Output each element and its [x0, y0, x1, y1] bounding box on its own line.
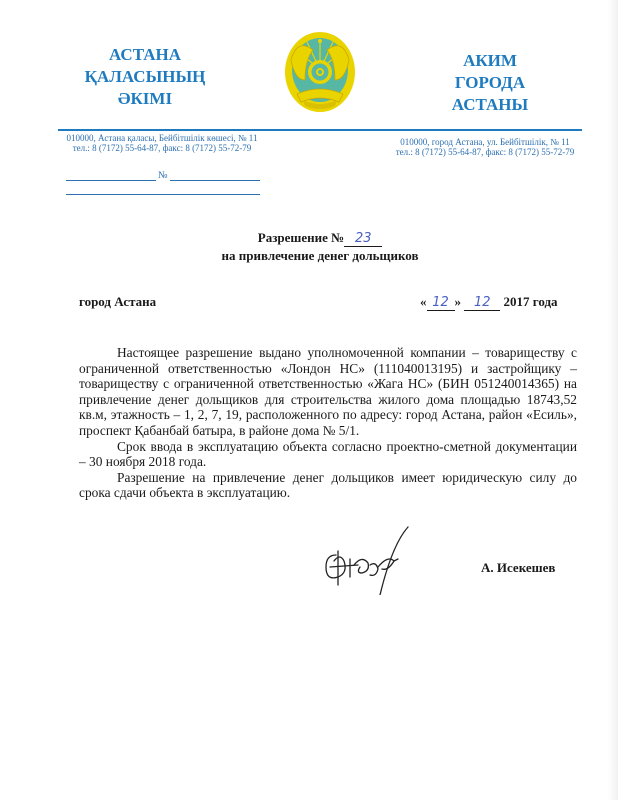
- letterhead-russian-line-1: АКИМ: [463, 51, 517, 70]
- kazakhstan-state-emblem-icon: [283, 30, 357, 114]
- letterhead-russian-line-2: ГОРОДА: [454, 73, 526, 92]
- handwritten-signature-icon: [318, 525, 418, 595]
- ref-date-line: [66, 180, 156, 181]
- letterhead-kazakh-line-2: ҚАЛАСЫНЫҢ: [84, 67, 206, 86]
- address-kazakh-phone: тел.: 8 (7172) 55-64-87, факс: 8 (7172) 55-72-79: [72, 143, 252, 153]
- scan-edge-shadow: [608, 0, 618, 800]
- issue-date: [420, 294, 558, 311]
- ref-second-line: [66, 194, 260, 195]
- body-paragraph-2: Срок ввода в эксплуатацию объекта согласно проектно-сметной документации – 30 ноября 2018 года.: [79, 438, 577, 470]
- body-paragraph-1: Настоящее разрешение выдано уполномоченной компании – товариществу с ограниченной ответственностью «Лондон НС» (111040013195) и застройщику – товариществу с ограниченной ответственностью «Жага НС» (БИН 051240014365) на привлечение денег дольщиков для строительства жилого дома площадью 18743,52 кв.м, этажность – 1, 2, 7, 19, расположенного по адресу: город Астана, район «Есиль», проспект Қабанбай батыра, в районе дома № 5/1.: [79, 345, 577, 438]
- document-body: [79, 345, 577, 501]
- date-day-field: [427, 295, 455, 311]
- document-subtitle: на привлечение денег дольщиков: [221, 248, 419, 263]
- body-paragraph-3: Разрешение на привлечение денег дольщиков имеет юридическую силу до срока сдачи объекта в эксплуатацию.: [79, 469, 577, 501]
- address-russian-street: 010000, город Астана, ул. Бейбітшілік, № 11: [400, 137, 570, 147]
- address-kazakh-street: 010000, Астана қаласы, Бейбітшілік көшесі, № 11: [66, 133, 258, 143]
- letterhead-kazakh-line-3: ӘКІМІ: [117, 89, 173, 108]
- address-russian-phone: тел.: 8 (7172) 55-64-87, факс: 8 (7172) 55-72-79: [395, 147, 575, 157]
- ref-number-label: №: [158, 170, 168, 181]
- address-russian: [390, 137, 580, 157]
- letterhead-title-russian: [430, 50, 550, 116]
- permit-number: 23: [354, 231, 372, 246]
- date-month: 12: [473, 295, 491, 310]
- ref-number-line: [170, 180, 260, 181]
- date-open-quote: «: [420, 294, 427, 309]
- letterhead-kazakh-line-1: АСТАНА: [109, 45, 181, 64]
- issue-city: город Астана: [79, 294, 157, 309]
- date-year: 2017 года: [503, 294, 558, 309]
- document-title: [150, 230, 490, 247]
- permit-number-field: [344, 231, 382, 247]
- letterhead-title-kazakh: [75, 44, 215, 110]
- title-prefix: Разрешение №: [257, 230, 345, 245]
- signer-name: А. Исекешев: [481, 560, 556, 575]
- letterhead-russian-line-3: АСТАНЫ: [451, 95, 529, 114]
- date-month-field: [464, 295, 500, 311]
- date-close-quote: »: [454, 294, 461, 309]
- letterhead-divider: [58, 129, 582, 131]
- address-kazakh: [62, 133, 262, 153]
- date-day: 12: [432, 295, 449, 310]
